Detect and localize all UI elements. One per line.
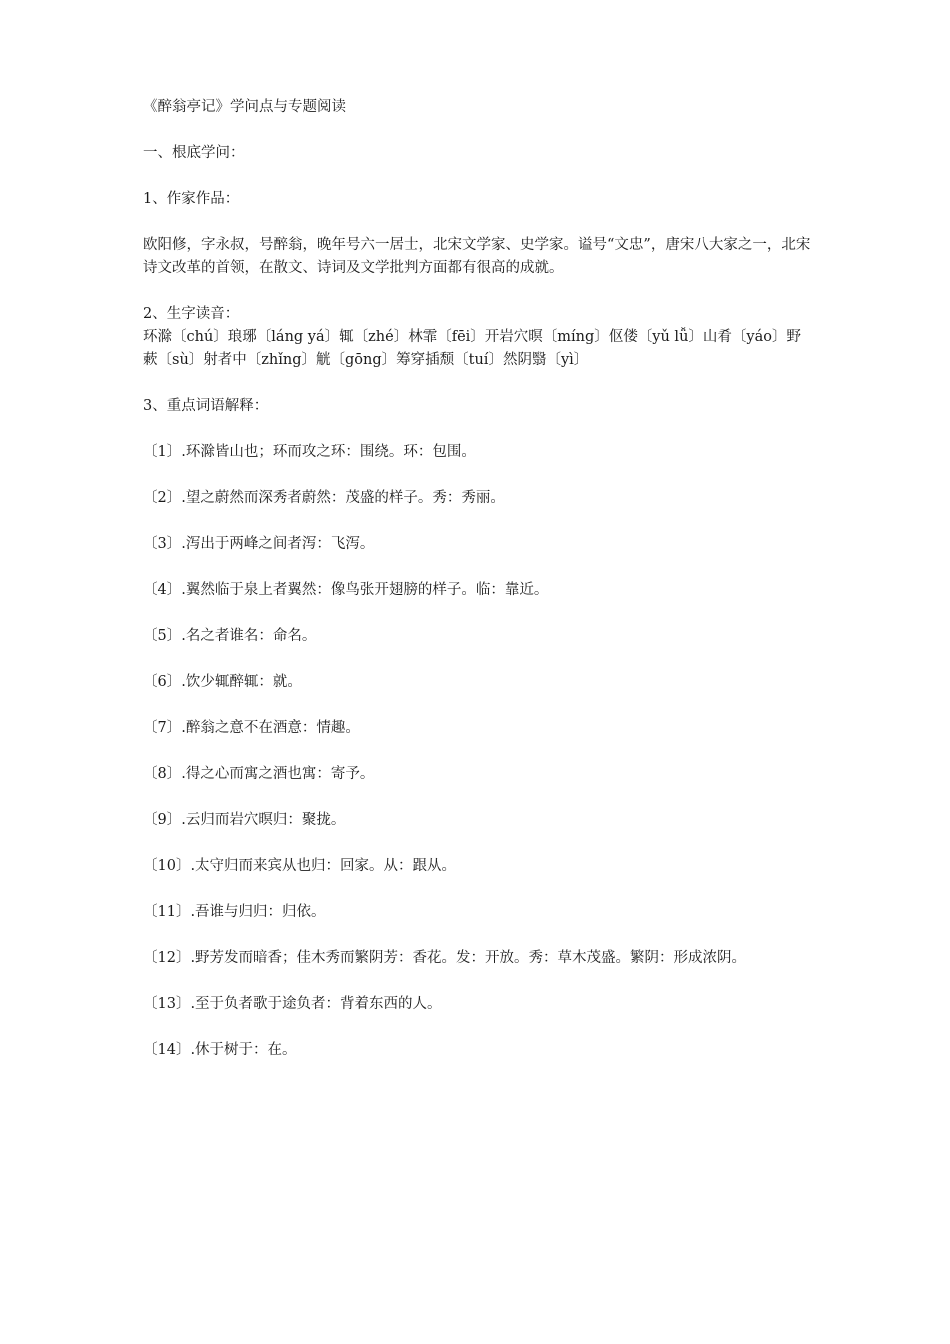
vocabulary-entry: 〔9〕.云归而岩穴暝归：聚拢。 (143, 812, 346, 828)
vocabulary-entry: 〔1〕.环滁皆山也；环而攻之环：围绕。环：包围。 (143, 444, 476, 460)
vocabulary-entry: 〔11〕.吾谁与归归：归依。 (143, 904, 326, 920)
vocabulary-list (143, 441, 811, 1062)
vocabulary-entry: 〔2〕.望之蔚然而深秀者蔚然：茂盛的样子。秀：秀丽。 (143, 490, 505, 506)
document-title: 《醉翁亭记》学问点与专题阅读 (143, 99, 346, 115)
author-works-heading: 1、作家作品： (143, 191, 240, 207)
vocabulary-entry: 〔4〕.翼然临于泉上者翼然：像鸟张开翅膀的样子。临：靠近。 (143, 582, 549, 598)
vocabulary-entry: 〔13〕.至于负者歌于途负者：背着东西的人。 (143, 996, 442, 1012)
vocabulary-entry: 〔7〕.醉翁之意不在酒意：情趣。 (143, 720, 360, 736)
pronunciation-heading: 2、生字读音： (143, 306, 240, 322)
vocabulary-entry: 〔14〕.休于树于：在。 (143, 1042, 297, 1058)
section-heading: 一、根底学问： (143, 145, 245, 161)
vocabulary-entry: 〔8〕.得之心而寓之酒也寓：寄予。 (143, 766, 375, 782)
vocabulary-entry: 〔6〕.饮少辄醉辄：就。 (143, 674, 302, 690)
vocabulary-entry: 〔5〕.名之者谁名：命名。 (143, 628, 317, 644)
document-page (143, 96, 811, 1062)
vocabulary-entry: 〔10〕.太守归而来宾从也归：回家。从：跟从。 (143, 858, 457, 874)
vocabulary-entry: 〔12〕.野芳发而暗香；佳木秀而繁阴芳：香花。发：开放。秀：草木茂盛。繁阴：形成浓阴。 (143, 950, 747, 966)
author-works-paragraph: 欧阳修，字永叔，号醉翁，晚年号六一居士，北宋文学家、史学家。谥号“文忠”，唐宋八大家之一，北宋诗文改革的首领，在散文、诗词及文学批判方面都有很高的成就。 (143, 237, 811, 276)
pronunciation-paragraph: 环滁〔chú〕琅琊〔láng yá〕辄〔zhé〕林霏〔fēi〕开岩穴暝〔míng〕伛偻〔yǔ lǚ〕山肴〔yáo〕野蔌〔sù〕射者中〔zhǐng〕觥〔gōng〕筹穿插颓〔tuí〕然阴翳〔yì〕 (143, 329, 801, 368)
vocabulary-heading: 3、重点词语解释： (143, 398, 269, 414)
vocabulary-entry: 〔3〕.泻出于两峰之间者泻：飞泻。 (143, 536, 375, 552)
